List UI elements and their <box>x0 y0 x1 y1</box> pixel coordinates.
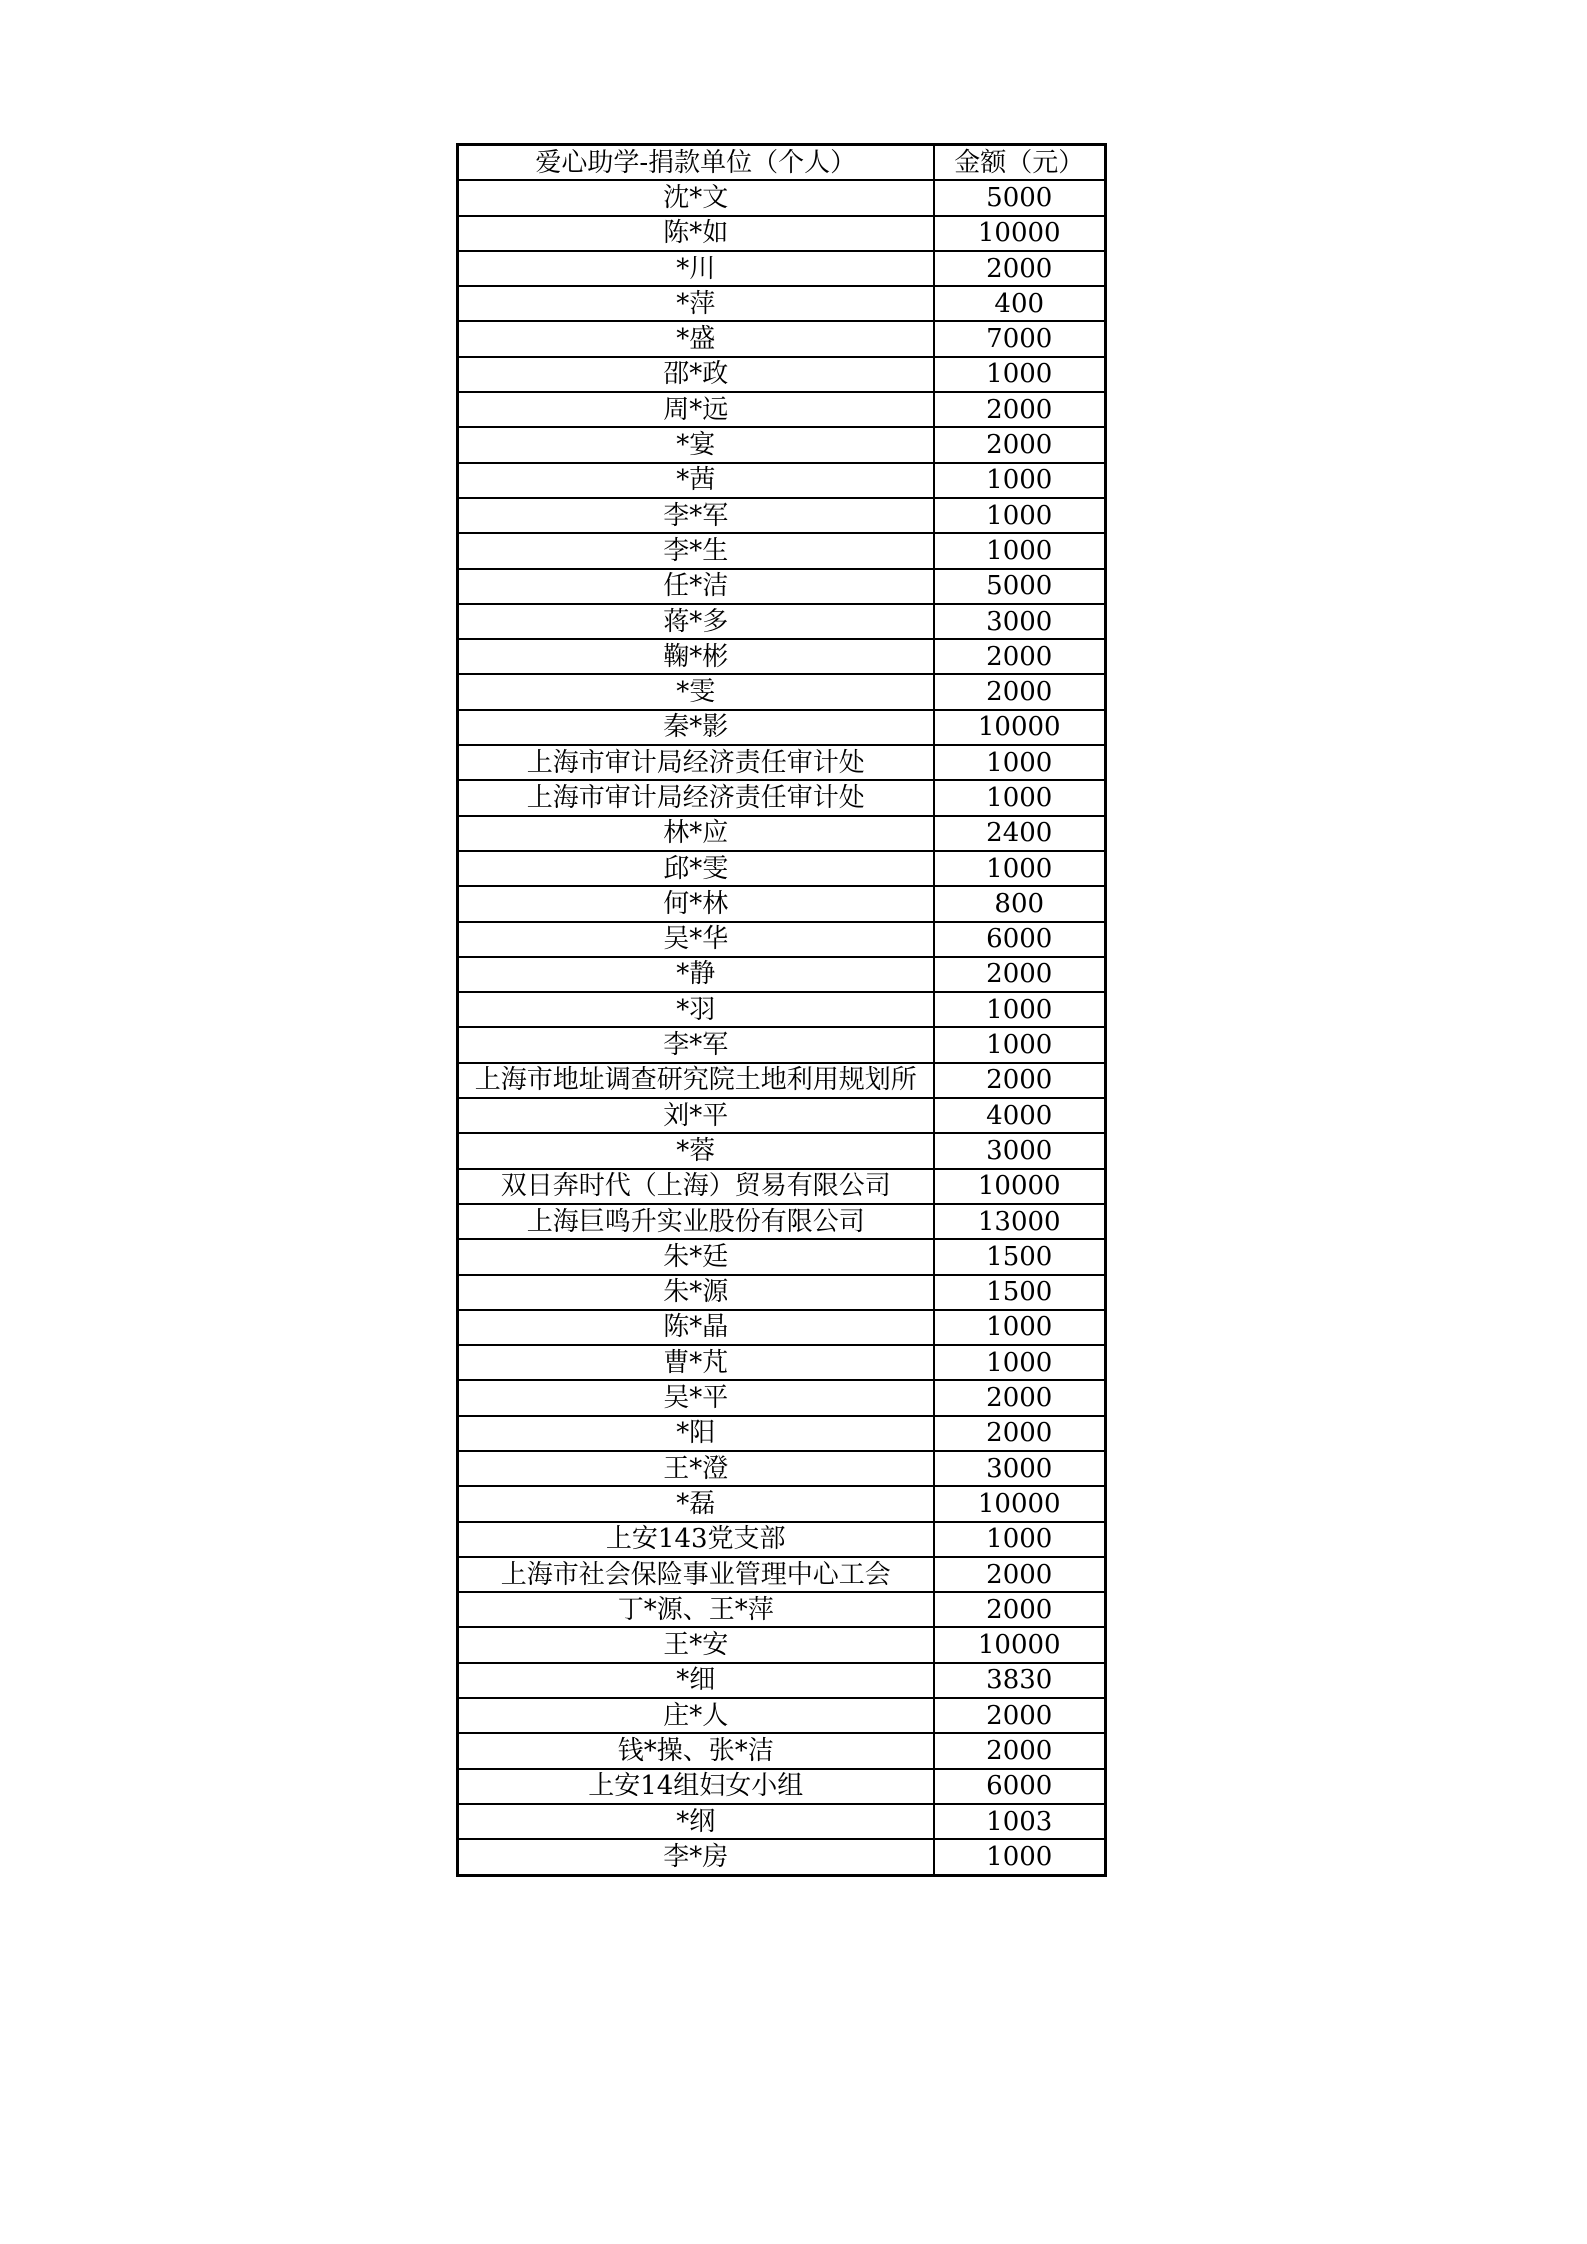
amount-cell: 13000 <box>934 1204 1106 1239</box>
amount-cell: 2400 <box>934 816 1106 851</box>
donor-cell <box>458 392 934 427</box>
table-row <box>458 357 1106 392</box>
donor-cell <box>458 639 934 674</box>
donor-name: 曹*芃 <box>663 1347 729 1378</box>
table-row <box>458 392 1106 427</box>
donation-table <box>456 143 1107 1877</box>
donor-name: *茜 <box>676 465 716 496</box>
donor-name: 朱*源 <box>663 1277 729 1308</box>
donor-name: *盛 <box>676 324 716 355</box>
table-row <box>458 1486 1106 1521</box>
amount-cell: 1000 <box>934 533 1106 568</box>
donor-cell <box>458 1592 934 1627</box>
donor-cell <box>458 1098 934 1133</box>
amount-cell: 1000 <box>934 1345 1106 1380</box>
table-row <box>458 498 1106 533</box>
table-row <box>458 463 1106 498</box>
table-row <box>458 1592 1106 1627</box>
donor-cell <box>458 1733 934 1768</box>
donor-name: 李*军 <box>663 500 729 531</box>
amount-cell: 10000 <box>934 1169 1106 1204</box>
donor-cell <box>458 1063 934 1098</box>
table-row <box>458 1804 1106 1839</box>
table-row <box>458 1522 1106 1557</box>
donor-name: 庄*人 <box>663 1700 729 1731</box>
donor-cell <box>458 1275 934 1310</box>
donor-name: 吴*平 <box>663 1383 729 1414</box>
table-row <box>458 1769 1106 1804</box>
table-row <box>458 604 1106 639</box>
table-row <box>458 957 1106 992</box>
donor-cell <box>458 180 934 215</box>
donor-name: 上海巨鸣升实业股份有限公司 <box>526 1206 865 1237</box>
donor-name: 周*远 <box>663 394 729 425</box>
table-row <box>458 922 1106 957</box>
amount-cell: 1000 <box>934 992 1106 1027</box>
table-row <box>458 745 1106 780</box>
amount-cell: 1500 <box>934 1275 1106 1310</box>
donor-name: *宴 <box>676 430 716 461</box>
donor-name: *纲 <box>676 1806 716 1837</box>
donor-cell <box>458 1522 934 1557</box>
donor-cell <box>458 1451 934 1486</box>
table-row <box>458 639 1106 674</box>
donor-cell <box>458 1027 934 1062</box>
donor-cell <box>458 1310 934 1345</box>
donor-name: 蒋*多 <box>663 606 729 637</box>
donor-cell <box>458 1239 934 1274</box>
table-body <box>458 180 1106 1875</box>
table-row <box>458 1133 1106 1168</box>
amount-cell: 1000 <box>934 1522 1106 1557</box>
amount-cell: 3000 <box>934 1133 1106 1168</box>
donor-name: 吴*华 <box>663 924 729 955</box>
donor-name: 上海市审计局经济责任审计处 <box>526 747 865 778</box>
donor-name: 丁*源、王*萍 <box>617 1594 774 1625</box>
table-row <box>458 992 1106 1027</box>
donor-cell <box>458 1380 934 1415</box>
donor-cell <box>458 710 934 745</box>
donor-name: *蓉 <box>676 1135 716 1166</box>
donor-cell <box>458 886 934 921</box>
table-row <box>458 251 1106 286</box>
table-row <box>458 1557 1106 1592</box>
donor-name: 上海市地址调查研究院土地利用规划所 <box>474 1065 917 1096</box>
table-row <box>458 1733 1106 1768</box>
amount-cell: 3830 <box>934 1663 1106 1698</box>
donor-cell <box>458 1169 934 1204</box>
amount-cell: 10000 <box>934 710 1106 745</box>
donor-name: 钱*操、张*洁 <box>617 1736 774 1766</box>
donor-name: 李*房 <box>663 1841 729 1872</box>
donor-name: 鞠*彬 <box>663 641 729 672</box>
table-row <box>458 1451 1106 1486</box>
table-row <box>458 216 1106 251</box>
donor-cell <box>458 498 934 533</box>
amount-cell: 5000 <box>934 569 1106 604</box>
table-row <box>458 1310 1106 1345</box>
donor-cell <box>458 1204 934 1239</box>
table-row <box>458 1275 1106 1310</box>
donor-name: 何*林 <box>663 888 729 919</box>
donor-name: *羽 <box>676 994 716 1025</box>
table-row <box>458 1663 1106 1698</box>
table-row <box>458 1698 1106 1733</box>
amount-cell: 4000 <box>934 1098 1106 1133</box>
donor-name: *磊 <box>676 1488 716 1519</box>
donor-name: 秦*影 <box>663 712 729 743</box>
donor-cell <box>458 1839 934 1875</box>
donor-cell <box>458 1663 934 1698</box>
donor-cell <box>458 957 934 992</box>
donor-cell <box>458 1486 934 1521</box>
donor-name: *川 <box>676 253 716 284</box>
donor-name: 上海市社会保险事业管理中心工会 <box>500 1559 891 1590</box>
donor-name: 邵*政 <box>663 359 729 390</box>
table-row <box>458 1098 1106 1133</box>
amount-cell: 5000 <box>934 180 1106 215</box>
donor-cell <box>458 463 934 498</box>
amount-cell: 7000 <box>934 321 1106 356</box>
donor-name: 李*军 <box>663 1030 729 1061</box>
amount-cell: 2000 <box>934 957 1106 992</box>
amount-cell: 1000 <box>934 1839 1106 1875</box>
amount-cell: 1500 <box>934 1239 1106 1274</box>
table-row <box>458 180 1106 215</box>
table-row <box>458 886 1106 921</box>
donor-cell <box>458 922 934 957</box>
donor-name: *细 <box>676 1665 716 1696</box>
amount-cell: 2000 <box>934 1380 1106 1415</box>
donor-cell <box>458 427 934 462</box>
amount-cell: 1000 <box>934 851 1106 886</box>
amount-cell: 2000 <box>934 1063 1106 1098</box>
table-row <box>458 1204 1106 1239</box>
donor-cell <box>458 1698 934 1733</box>
donor-cell <box>458 851 934 886</box>
amount-cell: 1003 <box>934 1804 1106 1839</box>
amount-cell: 1000 <box>934 745 1106 780</box>
donor-cell <box>458 1627 934 1662</box>
donor-cell <box>458 816 934 851</box>
table-row <box>458 816 1106 851</box>
donor-cell <box>458 992 934 1027</box>
amount-cell: 800 <box>934 886 1106 921</box>
donor-name: *雯 <box>676 677 716 708</box>
amount-cell: 2000 <box>934 674 1106 709</box>
donor-cell <box>458 533 934 568</box>
donor-cell <box>458 1557 934 1592</box>
donor-name: 王*澄 <box>663 1453 729 1484</box>
donor-name: 双日奔时代（上海）贸易有限公司 <box>500 1171 891 1202</box>
amount-cell: 2000 <box>934 251 1106 286</box>
donor-cell <box>458 357 934 392</box>
table-row <box>458 710 1106 745</box>
amount-cell: 2000 <box>934 392 1106 427</box>
donor-cell <box>458 569 934 604</box>
donor-name: *萍 <box>676 288 716 319</box>
donor-name: 林*应 <box>663 818 729 849</box>
amount-cell: 2000 <box>934 1416 1106 1451</box>
donor-column-header: 爱心助学-捐款单位（个人） <box>458 145 934 181</box>
amount-cell: 10000 <box>934 216 1106 251</box>
donor-cell <box>458 1345 934 1380</box>
donor-name: 王*安 <box>663 1630 729 1661</box>
table-row <box>458 780 1106 815</box>
donor-name: 上安14组妇女小组 <box>588 1771 804 1802</box>
table-row <box>458 569 1106 604</box>
donor-name: 任*洁 <box>663 571 729 602</box>
donor-name: 上安143党支部 <box>605 1524 786 1555</box>
table-row <box>458 1416 1106 1451</box>
amount-cell: 1000 <box>934 1027 1106 1062</box>
amount-cell: 6000 <box>934 1769 1106 1804</box>
donor-cell <box>458 251 934 286</box>
table-row <box>458 851 1106 886</box>
donor-cell <box>458 216 934 251</box>
amount-cell: 10000 <box>934 1627 1106 1662</box>
table-row <box>458 1063 1106 1098</box>
donor-name: *阳 <box>676 1418 716 1449</box>
donor-name: 沈*文 <box>663 182 729 213</box>
table-row <box>458 1169 1106 1204</box>
amount-cell: 6000 <box>934 922 1106 957</box>
amount-cell: 400 <box>934 286 1106 321</box>
amount-cell: 1000 <box>934 463 1106 498</box>
amount-cell: 2000 <box>934 1733 1106 1768</box>
amount-cell: 2000 <box>934 1557 1106 1592</box>
donor-cell <box>458 780 934 815</box>
table-row <box>458 533 1106 568</box>
donor-name: 陈*晶 <box>663 1312 729 1343</box>
donor-cell <box>458 745 934 780</box>
table-row <box>458 1380 1106 1415</box>
amount-cell: 1000 <box>934 1310 1106 1345</box>
donor-cell <box>458 1804 934 1839</box>
donor-cell <box>458 286 934 321</box>
table-row <box>458 427 1106 462</box>
amount-cell: 3000 <box>934 604 1106 639</box>
donor-name: 陈*如 <box>663 218 729 249</box>
table-row <box>458 286 1106 321</box>
table-row <box>458 1239 1106 1274</box>
table-row <box>458 1627 1106 1662</box>
donor-name: 邱*雯 <box>663 853 729 884</box>
amount-cell: 2000 <box>934 427 1106 462</box>
table-row <box>458 674 1106 709</box>
amount-cell: 1000 <box>934 780 1106 815</box>
header-row <box>458 145 1106 181</box>
donor-name: *静 <box>676 959 716 990</box>
amount-cell: 10000 <box>934 1486 1106 1521</box>
table-row <box>458 1027 1106 1062</box>
donor-name: 朱*廷 <box>663 1241 729 1272</box>
table-row <box>458 1839 1106 1875</box>
amount-cell: 2000 <box>934 1698 1106 1733</box>
donor-cell <box>458 1416 934 1451</box>
amount-cell: 2000 <box>934 639 1106 674</box>
donor-cell <box>458 674 934 709</box>
amount-cell: 3000 <box>934 1451 1106 1486</box>
donor-name: 上海市审计局经济责任审计处 <box>526 782 865 813</box>
donor-name: 刘*平 <box>663 1100 729 1131</box>
table-row <box>458 321 1106 356</box>
table-row <box>458 1345 1106 1380</box>
donor-cell <box>458 321 934 356</box>
donor-cell <box>458 604 934 639</box>
donor-name: 李*生 <box>663 535 729 566</box>
amount-column-header: 金额（元） <box>934 145 1106 181</box>
amount-cell: 1000 <box>934 357 1106 392</box>
amount-cell: 2000 <box>934 1592 1106 1627</box>
donor-cell <box>458 1769 934 1804</box>
amount-cell: 1000 <box>934 498 1106 533</box>
table-header <box>458 145 1106 181</box>
donor-cell <box>458 1133 934 1168</box>
